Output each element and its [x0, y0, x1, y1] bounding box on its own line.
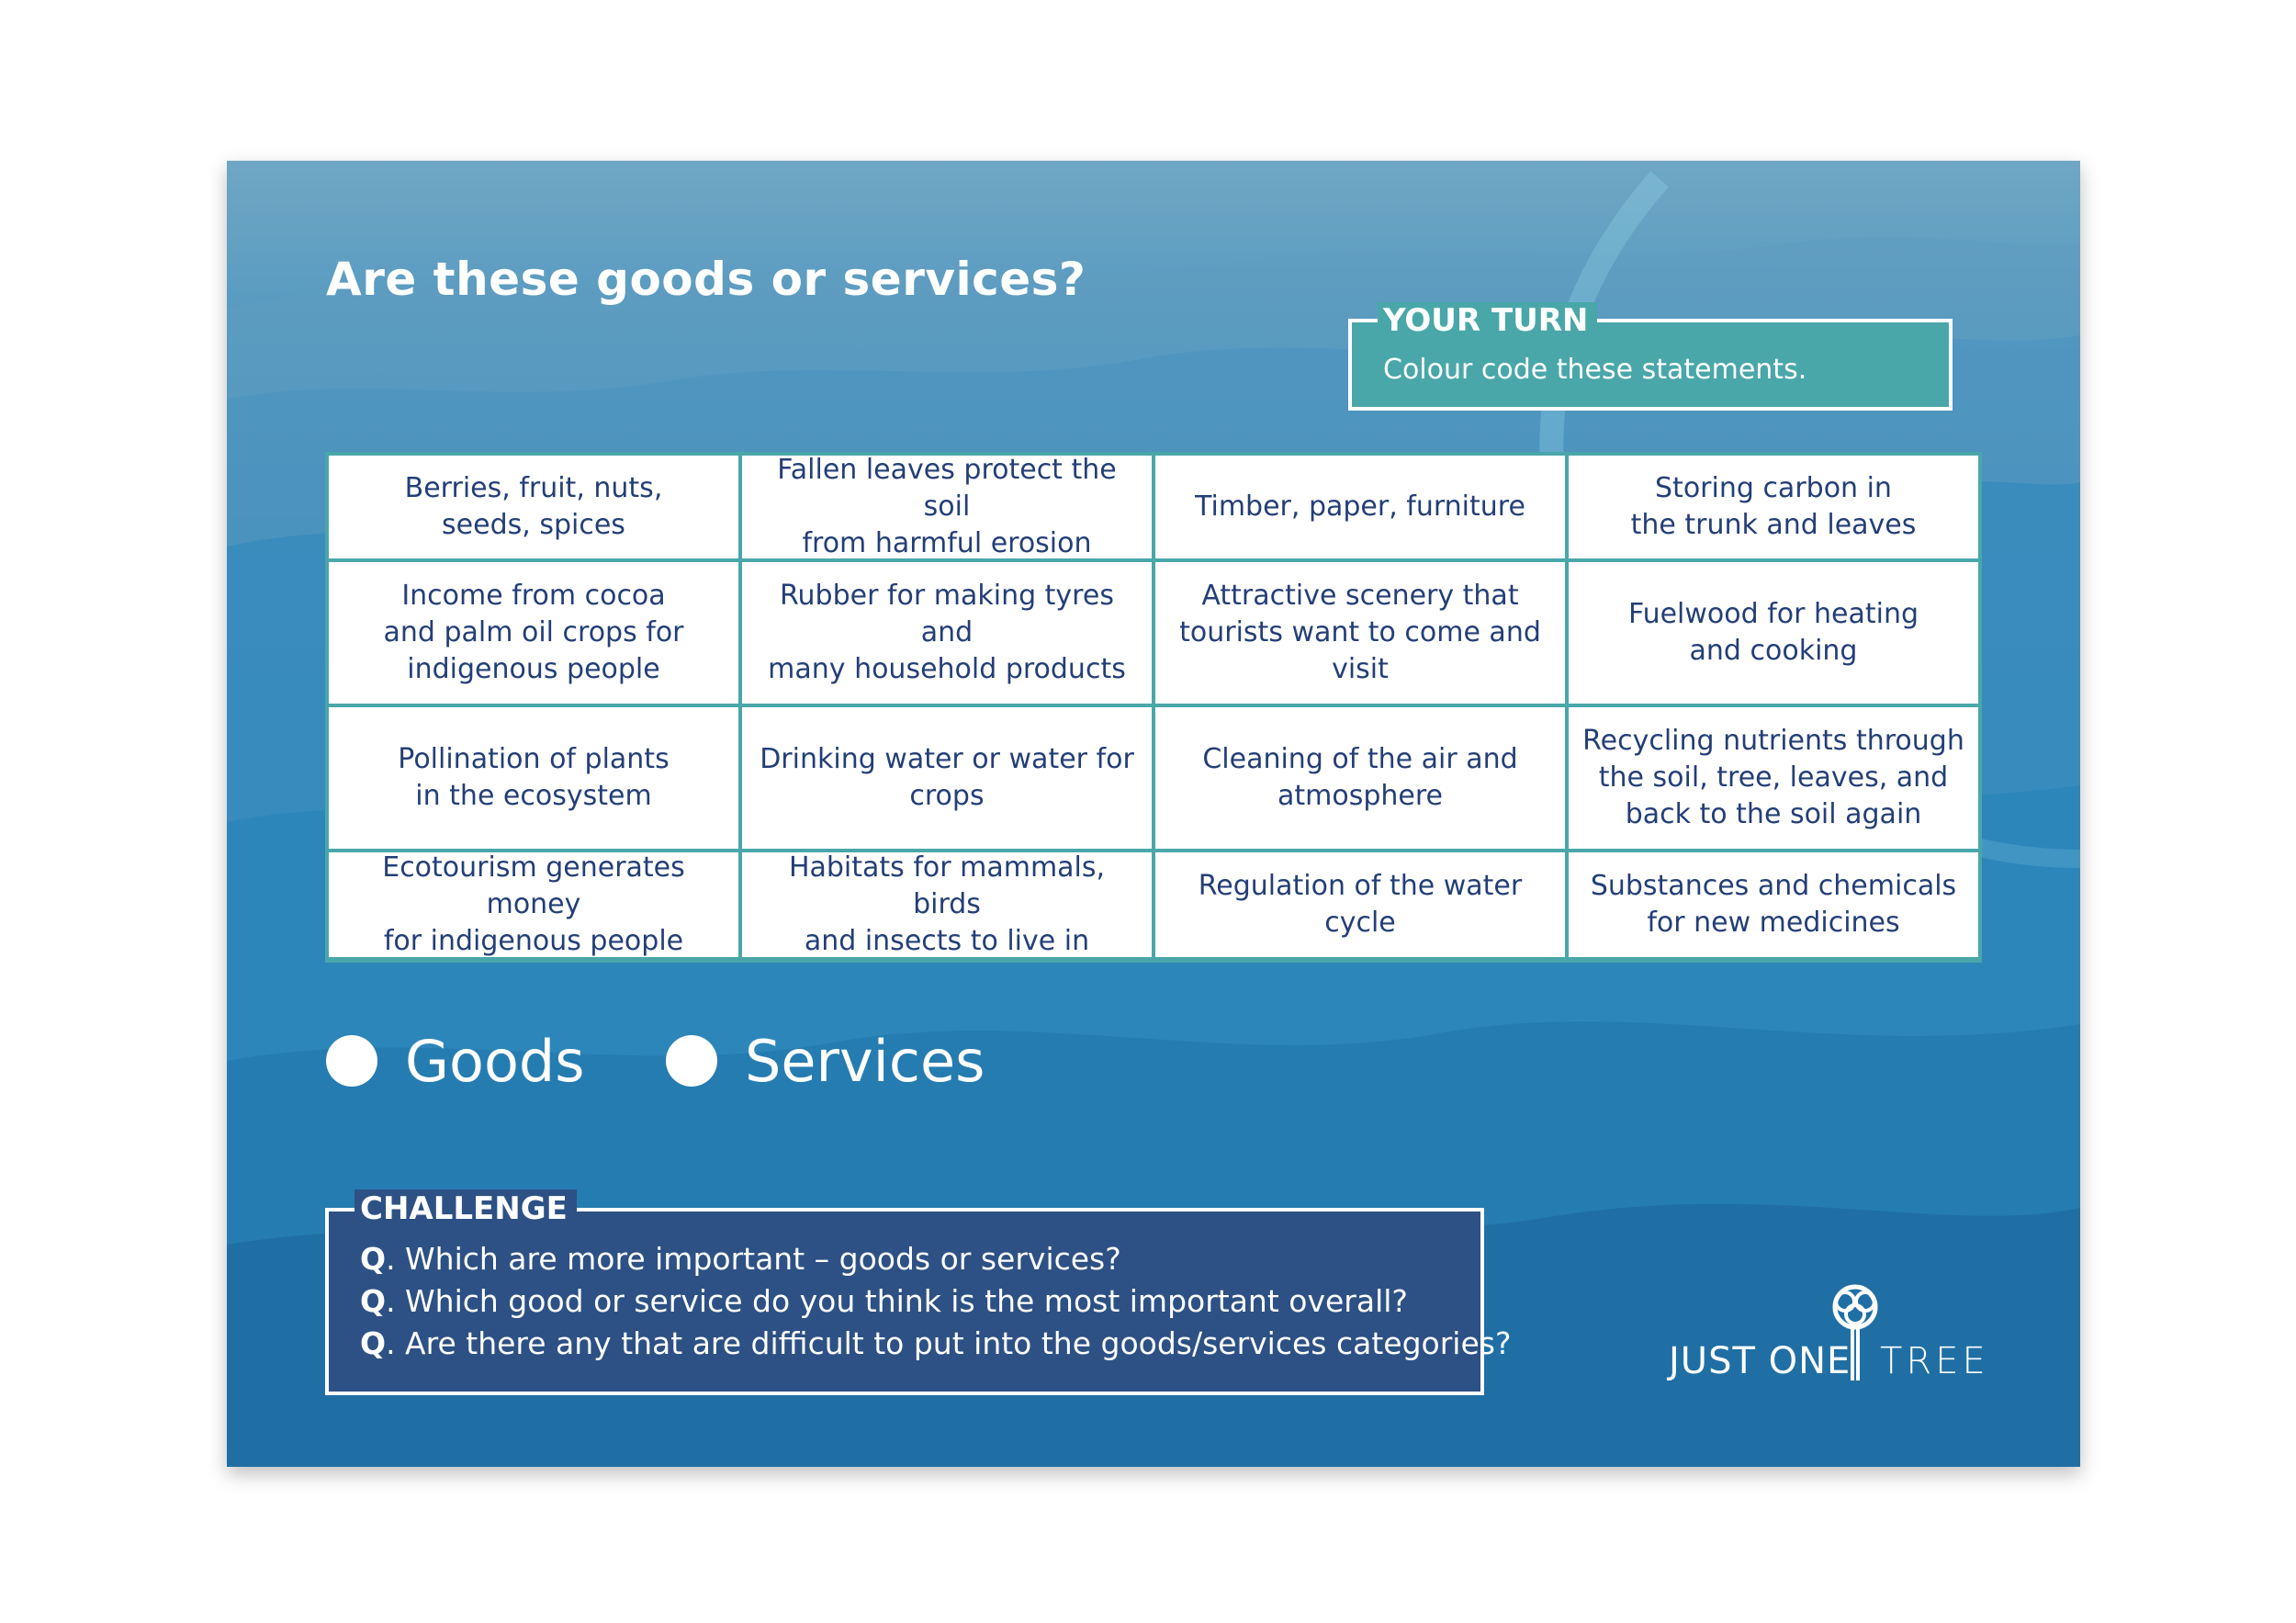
services-label: Services — [745, 1027, 985, 1095]
statement-cell[interactable]: Recycling nutrients through the soil, tree, leaves, and back to the soil again — [1569, 707, 1978, 849]
question-text: . Which good or service do you think is the most important overall? — [386, 1283, 1408, 1319]
question-text: . Which are more important – goods or services? — [386, 1241, 1121, 1277]
worksheet-card — [227, 161, 2080, 1467]
statements-grid — [325, 452, 1982, 963]
challenge-question — [360, 1325, 1511, 1361]
statement-cell[interactable]: Berries, fruit, nuts, seeds, spices — [329, 456, 738, 558]
statement-cell[interactable]: Substances and chemicals for new medicines — [1569, 852, 1978, 957]
your-turn-instruction: Colour code these statements. — [1383, 354, 1807, 386]
your-turn-box — [1348, 302, 1953, 411]
question-prefix: Q — [360, 1325, 387, 1361]
statement-cell[interactable]: Fuelwood for heating and cooking — [1569, 562, 1978, 704]
tree-icon — [1823, 1281, 1887, 1382]
statement-cell[interactable]: Income from cocoa and palm oil crops for indigenous people — [329, 562, 738, 704]
goods-swatch[interactable] — [326, 1035, 377, 1087]
statement-cell[interactable]: Timber, paper, furniture — [1155, 456, 1565, 558]
page-title: Are these goods or services? — [326, 253, 1086, 306]
logo-text-just-one: JUST ONE — [1669, 1340, 1851, 1382]
challenge-box — [325, 1190, 1512, 1395]
statement-cell[interactable]: Rubber for making tyres and many household products — [742, 562, 1152, 704]
question-prefix: Q — [360, 1241, 387, 1277]
statement-cell[interactable]: Ecotourism generates money for indigenous people — [329, 852, 738, 957]
statement-cell[interactable]: Regulation of the water cycle — [1155, 852, 1565, 957]
legend-goods — [326, 1024, 585, 1098]
just-one-tree-logo — [1669, 1281, 1999, 1392]
your-turn-label: YOUR TURN — [1378, 302, 1597, 339]
statement-cell[interactable]: Habitats for mammals, birds and insects to live in — [742, 852, 1152, 957]
challenge-label: CHALLENGE — [355, 1189, 577, 1228]
statement-cell[interactable]: Attractive scenery that tourists want to come and visit — [1155, 562, 1565, 704]
statement-cell[interactable]: Cleaning of the air and atmosphere — [1155, 707, 1565, 849]
goods-label: Goods — [405, 1027, 585, 1095]
statement-cell[interactable]: Storing carbon in the trunk and leaves — [1569, 456, 1978, 558]
question-text: . Are there any that are difficult to put into the goods/services categories? — [386, 1325, 1512, 1361]
statement-cell[interactable]: Fallen leaves protect the soil from harmful erosion — [742, 456, 1152, 558]
challenge-question — [360, 1283, 1408, 1319]
legend-services — [666, 1024, 985, 1098]
statement-cell[interactable]: Pollination of plants in the ecosystem — [329, 707, 738, 849]
challenge-question — [360, 1241, 1121, 1277]
statement-cell[interactable]: Drinking water or water for crops — [742, 707, 1152, 849]
logo-text-tree: TREE — [1880, 1340, 1989, 1382]
services-swatch[interactable] — [666, 1035, 717, 1087]
question-prefix: Q — [360, 1283, 387, 1319]
